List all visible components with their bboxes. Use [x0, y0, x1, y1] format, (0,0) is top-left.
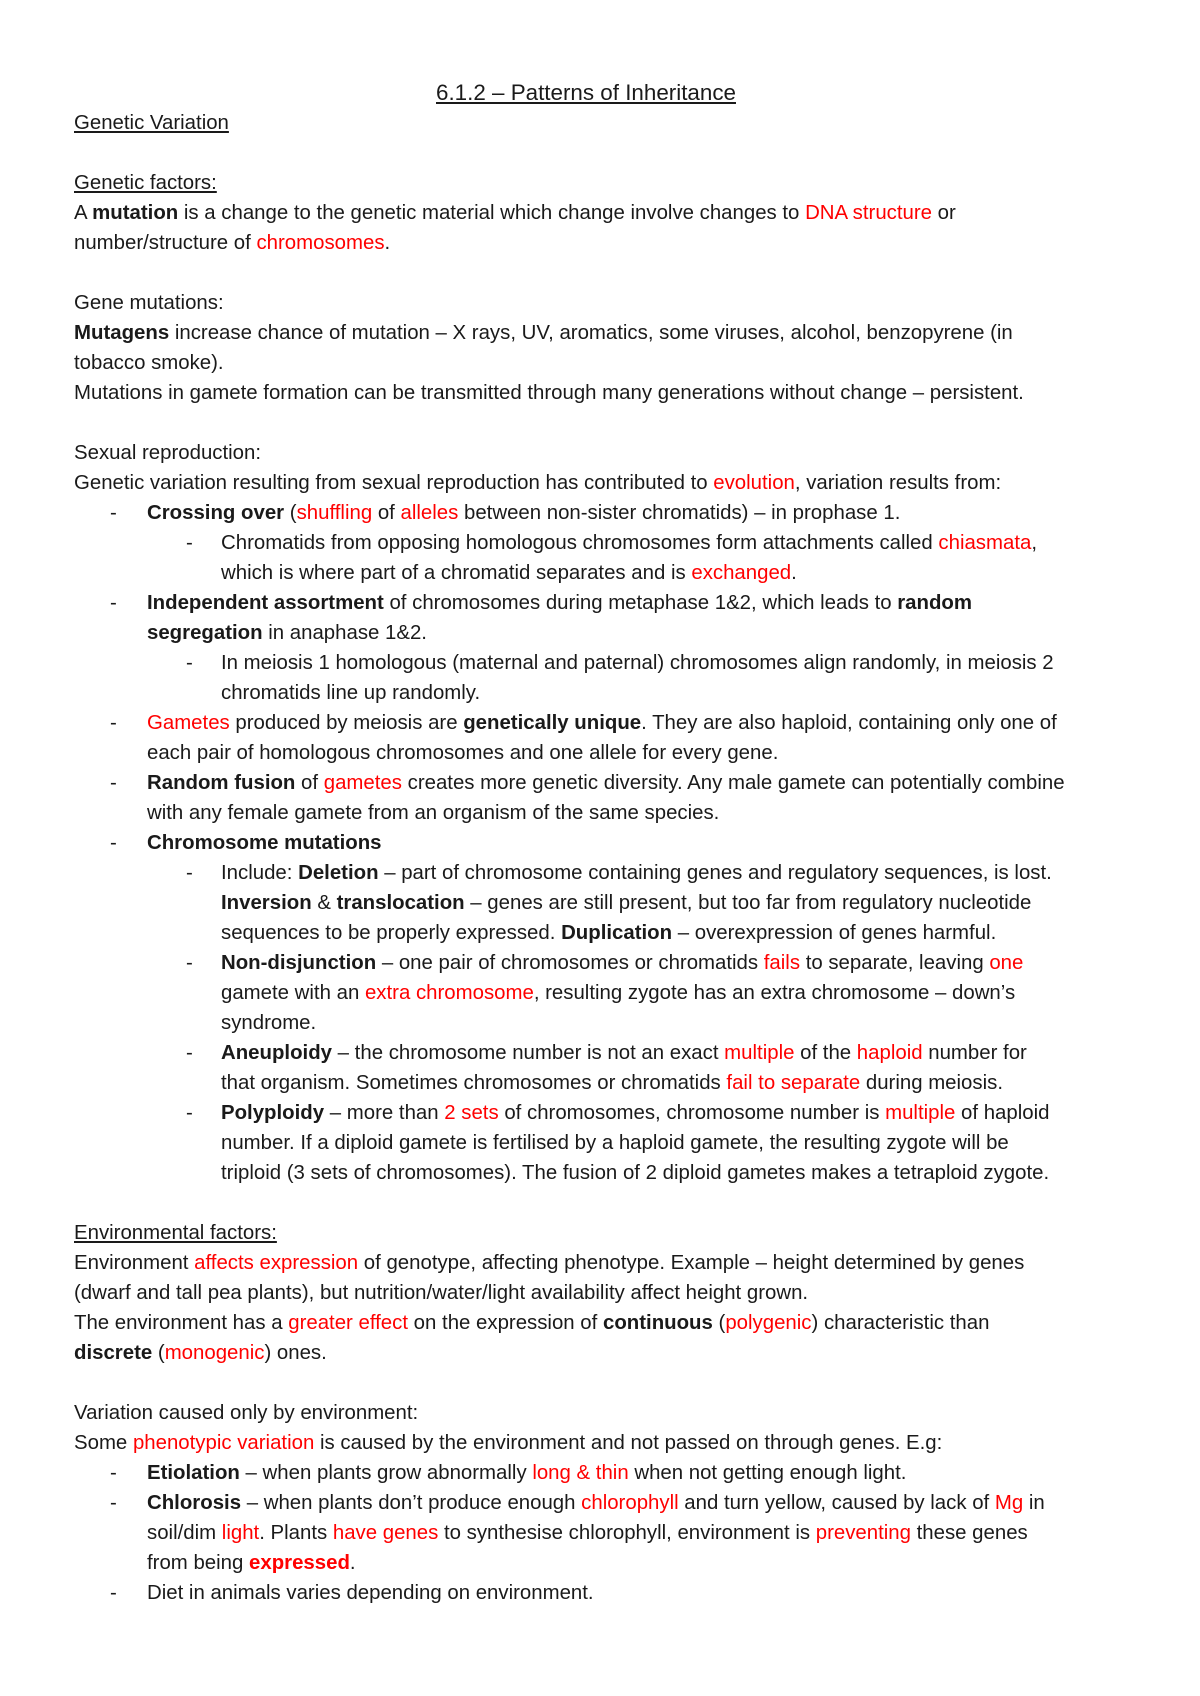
text-run: number. If a diploid gamete is fertilised by a haploid gamete, the resulting zygote will be	[221, 1132, 1009, 1154]
bullet-dash: -	[186, 862, 193, 884]
text-run: Genetic Variation	[74, 112, 229, 134]
text-run: , resulting zygote has an extra chromosome – down’s	[533, 982, 1016, 1004]
text-run: evolution	[713, 472, 795, 494]
text-line	[221, 918, 996, 948]
text-line	[74, 468, 1001, 498]
text-run: Polyploidy	[221, 1102, 325, 1124]
text-line	[110, 498, 901, 528]
text-run: multiple	[724, 1042, 795, 1064]
text-run: .	[384, 232, 391, 254]
text-line	[221, 1128, 1009, 1158]
text-run: Environmental factors:	[74, 1222, 277, 1244]
text-run: – more than	[324, 1102, 445, 1124]
text-run: Sexual reproduction:	[74, 442, 262, 464]
text-run: Crossing over	[147, 502, 285, 524]
text-run: Random fusion	[147, 772, 296, 794]
text-run: preventing	[815, 1522, 911, 1544]
text-line	[110, 828, 382, 858]
text-run: Inversion	[221, 892, 312, 914]
text-run: with any female gamete from an organism of the same species.	[147, 802, 720, 824]
text-run: of genotype, affecting phenotype. Example – height determined by genes	[358, 1252, 1025, 1274]
text-run: extra chromosome	[364, 982, 534, 1004]
text-run: . They are also haploid, containing only one of	[641, 712, 1057, 734]
text-line	[74, 348, 224, 378]
text-run: haploid	[856, 1042, 923, 1064]
text-run: in	[1023, 1492, 1045, 1514]
text-run: Environment	[74, 1252, 195, 1274]
bullet-dash: -	[110, 592, 117, 614]
text-run: Variation caused only by environment:	[74, 1402, 419, 1424]
text-run: of	[295, 772, 324, 794]
bullet-dash: -	[110, 712, 117, 734]
text-run: each pair of homologous chromosomes and one allele for every gene.	[147, 742, 779, 764]
text-run: .	[791, 562, 797, 584]
bullet-dash: -	[186, 952, 193, 974]
text-run: ) characteristic than	[811, 1312, 990, 1334]
text-run: Chromatids from opposing homologous chromosomes form attachments called	[221, 532, 939, 554]
text-run: – the chromosome number is not an exact	[332, 1042, 725, 1064]
text-run: Gametes	[147, 712, 230, 734]
text-run: – one pair of chromosomes or chromatids	[376, 952, 764, 974]
text-run: greater effect	[288, 1312, 409, 1334]
text-line	[147, 618, 427, 648]
text-run: ) ones.	[264, 1342, 327, 1364]
text-run: – when plants grow abnormally	[239, 1462, 533, 1484]
text-run: mutation	[92, 202, 179, 224]
text-run: Chromosome mutations	[147, 832, 382, 854]
text-run: Deletion	[298, 862, 379, 884]
text-run: gametes	[323, 772, 402, 794]
text-line	[74, 1428, 942, 1458]
text-line	[186, 1038, 1027, 1068]
text-run: syndrome.	[221, 1012, 317, 1034]
bullet-dash: -	[186, 1102, 193, 1124]
text-run: Etiolation	[147, 1462, 240, 1484]
text-line	[110, 588, 973, 618]
text-run: chromatids line up randomly.	[221, 682, 481, 704]
text-run: affects expression	[194, 1252, 359, 1274]
text-run: during meiosis.	[860, 1072, 1003, 1094]
text-run: .	[349, 1552, 356, 1574]
text-run: – when plants don’t produce enough	[241, 1492, 582, 1514]
text-run: of chromosomes during metaphase 1&2, which leads to	[383, 592, 898, 614]
text-run: expressed	[249, 1552, 350, 1574]
text-run: is caused by the environment and not passed on through genes. E.g:	[314, 1432, 943, 1454]
text-run: Chlorosis	[147, 1492, 242, 1514]
bullet-dash: -	[110, 832, 117, 854]
text-run: Independent assortment	[147, 592, 384, 614]
text-run: tobacco smoke).	[74, 352, 224, 374]
text-line	[74, 168, 217, 198]
text-run: Some	[74, 1432, 133, 1454]
text-run: – overexpression of genes harmful.	[672, 922, 997, 944]
bullet-dash: -	[110, 502, 117, 524]
text-line	[74, 198, 956, 228]
text-run: Mg	[994, 1492, 1024, 1514]
text-run: Non-disjunction	[221, 952, 377, 974]
text-line	[110, 708, 1057, 738]
page-title	[436, 78, 736, 108]
text-line	[74, 1308, 989, 1338]
bullet-dash: -	[110, 1492, 117, 1514]
text-run: and turn yellow, caused by lack of	[678, 1492, 995, 1514]
text-line	[110, 1488, 1045, 1518]
text-line	[186, 858, 1052, 888]
text-run: in anaphase 1&2.	[262, 622, 427, 644]
text-run: to synthesise chlorophyll, environment is	[438, 1522, 816, 1544]
text-run: translocation	[336, 892, 465, 914]
text-run: Gene mutations:	[74, 292, 224, 314]
text-run: is a change to the genetic material which change involve changes to	[178, 202, 806, 224]
text-run: when not getting enough light.	[628, 1462, 907, 1484]
text-run: between non-sister chromatids) – in prophase 1.	[458, 502, 901, 524]
text-run: light	[221, 1522, 260, 1544]
text-line	[74, 318, 1013, 348]
bullet-dash: -	[110, 772, 117, 794]
text-run: alleles	[400, 502, 459, 524]
text-run: or	[932, 202, 956, 224]
text-line	[221, 678, 480, 708]
text-run: exchanged	[691, 562, 792, 584]
text-run: Genetic factors:	[74, 172, 217, 194]
text-line	[221, 978, 1015, 1008]
text-run: In meiosis 1 homologous (maternal and paternal) chromosomes align randomly, in meiosis 2	[221, 652, 1054, 674]
text-run: increase chance of mutation – X rays, UV, aromatics, some viruses, alcohol, benzopyrene (in	[169, 322, 1013, 344]
text-run: (dwarf and tall pea plants), but nutrition/water/light availability affect height grown.	[74, 1282, 809, 1304]
text-line	[74, 288, 224, 318]
text-run: on the expression of	[408, 1312, 603, 1334]
text-run: segregation	[147, 622, 263, 644]
text-run: of chromosomes, chromosome number is	[498, 1102, 886, 1124]
text-run: genetically unique	[463, 712, 642, 734]
text-run: (	[284, 502, 297, 524]
text-run: (	[712, 1312, 726, 1334]
text-line	[147, 798, 719, 828]
text-run: discrete	[74, 1342, 153, 1364]
text-run: Mutations in gamete formation can be transmitted through many generations without change – persistent.	[74, 382, 1024, 404]
text-run: DNA structure	[805, 202, 932, 224]
text-line	[147, 1518, 1028, 1548]
text-line	[221, 1158, 1049, 1188]
text-line	[110, 1578, 594, 1608]
text-run: A	[74, 202, 93, 224]
text-run: number/structure of	[74, 232, 257, 254]
text-run: 6.1.2 – Patterns of Inheritance	[436, 80, 736, 105]
text-run: these genes	[910, 1522, 1028, 1544]
bullet-dash: -	[186, 652, 193, 674]
text-run: ,	[1031, 532, 1038, 554]
text-line	[74, 108, 229, 138]
text-line	[74, 1248, 1024, 1278]
text-run: The environment has a	[74, 1312, 289, 1334]
text-line	[221, 1008, 316, 1038]
text-line	[74, 438, 261, 468]
text-line	[74, 228, 390, 258]
bullet-dash: -	[186, 1042, 193, 1064]
text-line	[74, 1218, 277, 1248]
text-run: phenotypic variation	[132, 1432, 315, 1454]
text-run: Aneuploidy	[221, 1042, 333, 1064]
text-run: one	[989, 952, 1024, 974]
text-run: , variation results from:	[794, 472, 1002, 494]
text-run: – part of chromosome containing genes and regulatory sequences, is lost.	[378, 862, 1052, 884]
text-run: from being	[147, 1552, 250, 1574]
text-run: have genes	[332, 1522, 439, 1544]
bullet-dash: -	[186, 532, 193, 554]
text-run: 2 sets	[444, 1102, 499, 1124]
text-line	[186, 1098, 1050, 1128]
text-run: fails	[763, 952, 801, 974]
text-run: Diet in animals varies depending on environment.	[147, 1582, 594, 1604]
text-run: produced by meiosis are	[229, 712, 464, 734]
text-line	[74, 1338, 327, 1368]
text-run: multiple	[885, 1102, 956, 1124]
text-run: chiasmata	[938, 532, 1032, 554]
text-line	[186, 648, 1054, 678]
text-run: polygenic	[725, 1312, 812, 1334]
text-run: gamete with an	[221, 982, 365, 1004]
text-run: chlorophyll	[581, 1492, 679, 1514]
text-run: (	[152, 1342, 165, 1364]
text-run: – genes are still present, but too far from regulatory nucleotide	[464, 892, 1032, 914]
text-line	[147, 738, 778, 768]
text-run: creates more genetic diversity. Any male gamete can potentially combine	[401, 772, 1065, 794]
text-run: of	[372, 502, 401, 524]
text-run: . Plants	[259, 1522, 333, 1544]
text-line	[147, 1548, 356, 1578]
text-run: long & thin	[532, 1462, 629, 1484]
text-line	[186, 948, 1024, 978]
text-line	[74, 1398, 418, 1428]
text-line	[74, 1278, 808, 1308]
text-line	[186, 528, 1038, 558]
text-run: of the	[794, 1042, 857, 1064]
text-line	[74, 378, 1024, 408]
text-run: &	[311, 892, 337, 914]
text-run: triploid (3 sets of chromosomes). The fusion of 2 diploid gametes makes a tetraploid zygote.	[221, 1162, 1050, 1184]
bullet-dash: -	[110, 1582, 117, 1604]
text-run: continuous	[602, 1312, 713, 1334]
text-run: of haploid	[955, 1102, 1050, 1124]
text-run: number for	[922, 1042, 1027, 1064]
text-line	[221, 888, 1031, 918]
text-run: Duplication	[561, 922, 673, 944]
text-run: fail to separate	[726, 1072, 861, 1094]
text-line	[110, 1458, 907, 1488]
text-run: shuffling	[296, 502, 373, 524]
text-run: monogenic	[164, 1342, 265, 1364]
text-line	[110, 768, 1065, 798]
text-run: to separate, leaving	[800, 952, 990, 974]
bullet-dash: -	[110, 1462, 117, 1484]
text-run: soil/dim	[147, 1522, 222, 1544]
text-run: sequences to be properly expressed.	[221, 922, 562, 944]
text-run: Mutagens	[74, 322, 170, 344]
text-line	[221, 1068, 1003, 1098]
text-run: Include:	[221, 862, 299, 884]
text-line	[221, 558, 797, 588]
text-run: random	[897, 592, 973, 614]
text-run: Genetic variation resulting from sexual reproduction has contributed to	[74, 472, 714, 494]
text-run: that organism. Sometimes chromosomes or chromatids	[221, 1072, 727, 1094]
text-run: which is where part of a chromatid separates and is	[221, 562, 692, 584]
text-run: chromosomes	[256, 232, 385, 254]
